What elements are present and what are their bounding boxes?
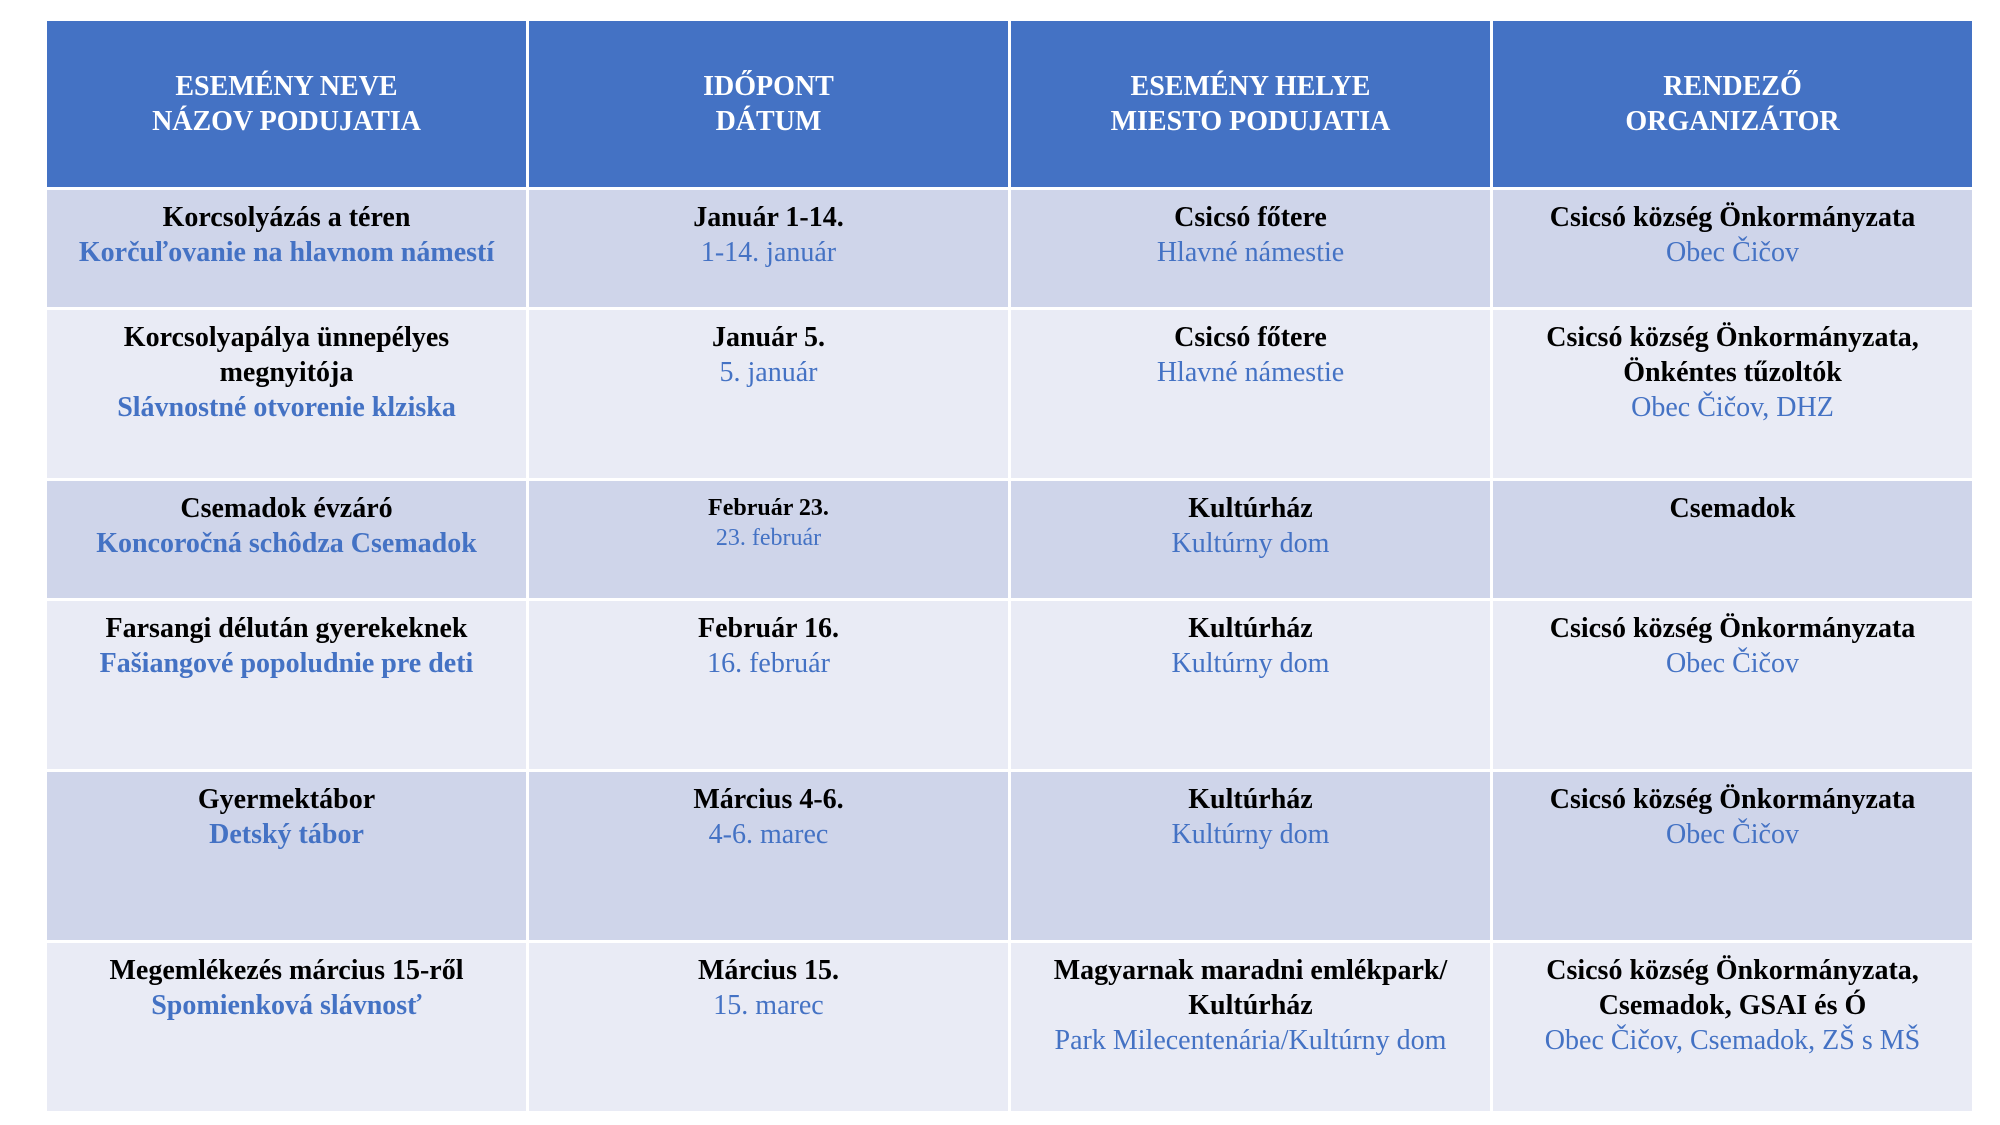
organizer-hu: Csicsó község Önkormányzata, <box>1546 322 1919 353</box>
organizer-cell <box>1492 189 1974 309</box>
header-place <box>1010 20 1492 189</box>
date-cell <box>528 309 1010 480</box>
date-sk: 4-6. marec <box>708 819 829 850</box>
organizer-sk: Obec Čičov, DHZ <box>1631 392 1834 423</box>
table-row <box>46 189 1974 309</box>
date-sk: 1-14. január <box>700 237 837 268</box>
organizer-hu-line2: Csemadok, GSAI és Ó <box>1598 990 1867 1021</box>
organizer-cell <box>1492 771 1974 942</box>
place-sk: Park Milecentenária/Kultúrny dom <box>1054 1025 1447 1056</box>
event-name-sk: Fašiangové popoludnie pre deti <box>99 648 474 679</box>
header-organizer-sk: ORGANIZÁTOR <box>1625 106 1840 137</box>
organizer-sk: Obec Čičov <box>1666 648 1799 679</box>
date-hu: Február 16. <box>697 613 840 644</box>
date-sk: 5. január <box>719 357 818 388</box>
event-name-sk: Detský tábor <box>209 819 364 850</box>
header-organizer-hu: RENDEZŐ <box>1663 71 1802 102</box>
date-sk: 15. marec <box>713 990 824 1021</box>
organizer-cell <box>1492 600 1974 771</box>
date-hu: Február 23. <box>708 495 829 521</box>
place-cell <box>1010 189 1492 309</box>
event-name-sk: Korčuľovanie na hlavnom námestí <box>78 237 495 268</box>
table-row <box>46 309 1974 480</box>
place-cell <box>1010 309 1492 480</box>
event-name-hu: Korcsolyázás a téren <box>162 202 411 233</box>
header-organizer <box>1492 20 1974 189</box>
date-hu: Március 15. <box>697 955 840 986</box>
place-hu: Kultúrház <box>1188 493 1313 524</box>
event-name-sk: Slávnostné otvorenie klziska <box>117 392 456 423</box>
organizer-hu: Csicsó község Önkormányzata <box>1549 202 1916 233</box>
event-name-cell <box>46 771 528 942</box>
organizer-cell <box>1492 480 1974 600</box>
date-hu: Január 1-14. <box>693 202 844 233</box>
header-date-sk: DÁTUM <box>715 106 822 137</box>
header-row <box>46 20 1974 189</box>
organizer-sk: Obec Čičov <box>1666 237 1799 268</box>
event-name-cell <box>46 189 528 309</box>
event-name-sk: Spomienková slávnosť <box>151 990 422 1021</box>
date-cell <box>528 771 1010 942</box>
place-hu: Kultúrház <box>1188 784 1313 815</box>
place-sk: Hlavné námestie <box>1156 357 1345 388</box>
place-hu: Magyarnak maradni emlékpark/ <box>1053 955 1448 986</box>
header-event-name <box>46 20 528 189</box>
organizer-hu: Csicsó község Önkormányzata <box>1549 613 1916 644</box>
header-date <box>528 20 1010 189</box>
event-name-hu: Csemadok évzáró <box>180 493 393 524</box>
organizer-hu: Csemadok <box>1669 493 1796 524</box>
place-hu-line2: Kultúrház <box>1188 990 1313 1021</box>
event-name-cell <box>46 309 528 480</box>
organizer-sk: Obec Čičov, Csemadok, ZŠ s MŠ <box>1544 1025 1921 1056</box>
date-sk: 16. február <box>707 648 830 679</box>
place-hu: Kultúrház <box>1188 613 1313 644</box>
place-hu: Csicsó főtere <box>1174 202 1327 233</box>
event-name-hu: Megemlékezés március 15-ről <box>109 955 464 986</box>
place-hu: Csicsó főtere <box>1174 322 1327 353</box>
table-row <box>46 480 1974 600</box>
date-hu: Január 5. <box>711 322 826 353</box>
date-cell <box>528 942 1010 1113</box>
event-name-hu-line2: megnyitója <box>219 357 354 388</box>
table-row <box>46 600 1974 771</box>
header-place-hu: ESEMÉNY HELYE <box>1130 71 1371 102</box>
event-name-hu: Farsangi délután gyerekeknek <box>105 613 468 644</box>
place-sk: Kultúrny dom <box>1171 819 1330 850</box>
organizer-hu: Csicsó község Önkormányzata, <box>1546 955 1919 986</box>
place-cell <box>1010 771 1492 942</box>
event-name-hu: Gyermektábor <box>197 784 376 815</box>
place-sk: Hlavné námestie <box>1156 237 1345 268</box>
event-name-hu: Korcsolyapálya ünnepélyes <box>123 322 450 353</box>
date-sk: 23. február <box>715 525 822 551</box>
header-event-name-sk: NÁZOV PODUJATIA <box>152 106 421 137</box>
header-date-hu: IDŐPONT <box>703 71 834 102</box>
place-cell <box>1010 480 1492 600</box>
organizer-hu: Csicsó község Önkormányzata <box>1549 784 1916 815</box>
header-event-name-hu: ESEMÉNY NEVE <box>175 71 398 102</box>
place-cell <box>1010 600 1492 771</box>
date-cell <box>528 189 1010 309</box>
events-table <box>44 18 1975 1114</box>
organizer-cell <box>1492 942 1974 1113</box>
place-sk: Kultúrny dom <box>1171 528 1330 559</box>
organizer-hu-line2: Önkéntes tűzoltók <box>1623 357 1842 388</box>
table-row <box>46 771 1974 942</box>
header-place-sk: MIESTO PODUJATIA <box>1110 106 1391 137</box>
event-name-cell <box>46 600 528 771</box>
organizer-cell <box>1492 309 1974 480</box>
event-name-sk: Koncoročná schôdza Csemadok <box>96 528 477 559</box>
organizer-sk: Obec Čičov <box>1666 819 1799 850</box>
place-sk: Kultúrny dom <box>1171 648 1330 679</box>
date-hu: Március 4-6. <box>693 784 844 815</box>
date-cell <box>528 480 1010 600</box>
event-name-cell <box>46 942 528 1113</box>
table-row <box>46 942 1974 1113</box>
place-cell <box>1010 942 1492 1113</box>
event-name-cell <box>46 480 528 600</box>
date-cell <box>528 600 1010 771</box>
